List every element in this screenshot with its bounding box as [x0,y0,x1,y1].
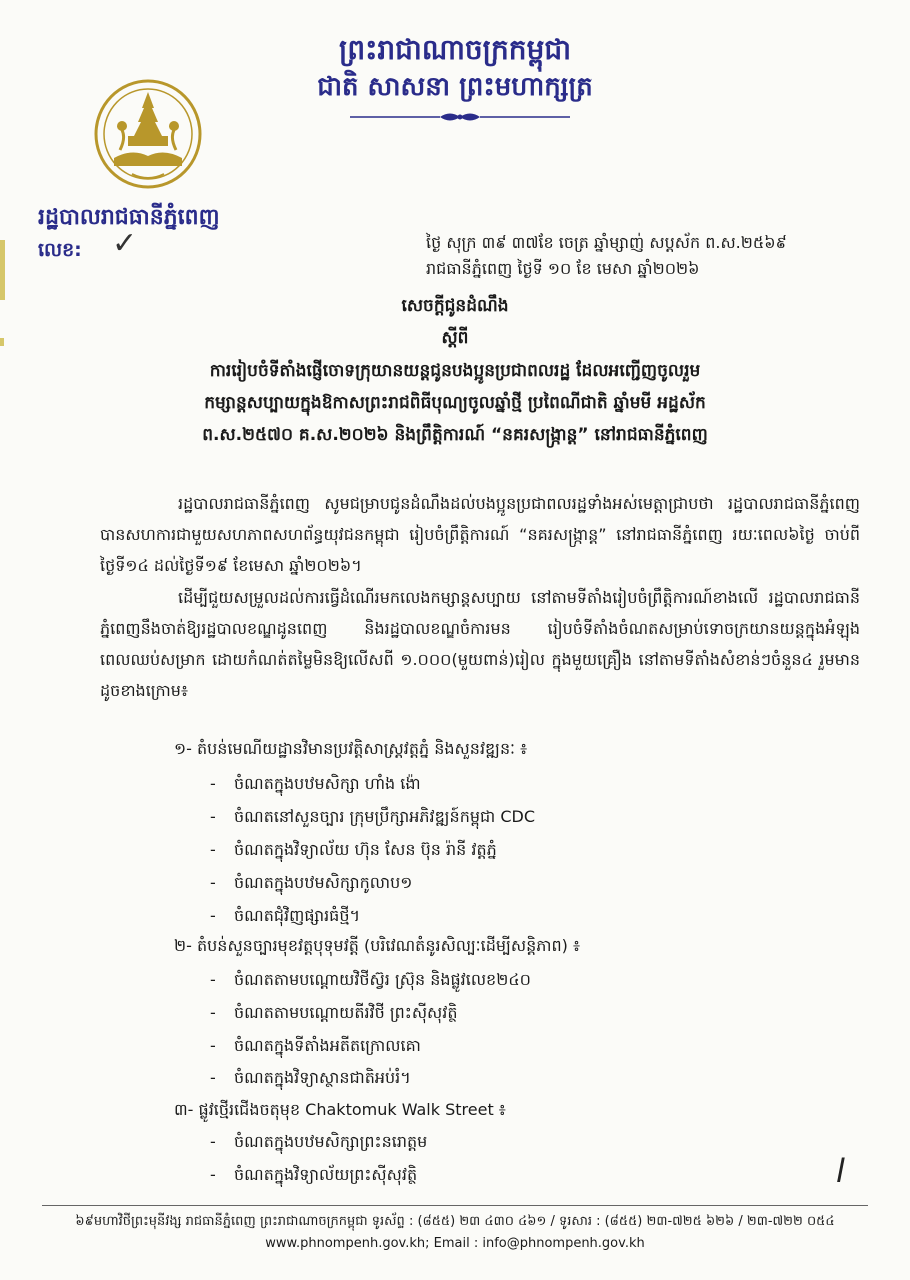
list-item-text: ចំណតក្នុងបឋមសិក្សា ហាំង ង៉ោ [234,774,421,793]
list-item-text: ចំណតក្នុងទីតាំងអតីតក្រោលគោ [234,1036,421,1055]
notice-subject-line-1: ការរៀបចំទីតាំងផ្ញើចោទក្រុយានយន្តជូនបងប្អូនប្រជាពលរដ្ឋ ដែលអញ្ជើញចូលរួម [209,361,701,381]
list-item: - ចំណតនៅសួនច្បារ ក្រុមប្រឹក្សាអភិវឌ្ឍន៍កម្ពុជា CDC [210,807,536,826]
issuing-authority: រដ្ឋបាលរាជធានីភ្នំពេញ [38,205,220,230]
list-item-text: ចំណតតាមបណ្តោយតីរវិថី ព្រះស៊ីសុវត្ថិ [234,1003,458,1022]
lunar-date-line: ថ្ងៃ សុក្រ ៣៩ ៣៧ខែ ចេត្រ ឆ្នាំម្សាញ់ សប្តស័ក ព.ស.២៥៦៩ [426,233,787,252]
scan-edge-mark [0,240,5,300]
kingdom-title: ព្រះរាជាណាចក្រកម្ពុជា [338,33,571,66]
notice-title: សេចក្តីជូនដំណឹង [401,296,509,316]
phnom-penh-seal-icon [92,78,204,196]
body-paragraph-2: ដើម្បីជួយសម្រួលដល់ការធ្វើដំណើរមកលេងកម្សាន្តសប្បាយ នៅតាមទីតាំងរៀបចំព្រឹត្តិការណ៍ខាងលើ រដ្ឋបាលរាជធានីភ្នំពេញនឹងចាត់ឱ្យរដ្ឋបាលខណ្ឌដូនពេញ និងរដ្ឋបាលខណ្ឌចំការមន រៀបចំទីតាំងចំណតសម្រាប់ទោចក្រយានយន្តក្នុងអំឡុងពេលឈប់សម្រាក ដោយកំណត់តម្លៃមិនឱ្យលើសពី ១.០០០(មួយពាន់)រៀល ក្នុងមួយគ្រឿង នៅតាមទីតាំងសំខាន់ៗចំនួន៤ រួមមានដូចខាងក្រោម៖ [100,588,860,700]
list-item: - ចំណតតាមបណ្តោយវិថីស៊្វរ ស្រ៊ុន និងផ្លូវលេខ២៤០ [210,970,531,989]
section-heading-3: ៣- ផ្លូវថ្មើរជើងចតុមុខ Chaktomuk Walk Street ៖ [174,1100,506,1119]
list-item: - ចំណតជុំវិញផ្សារធំថ្មី។ [210,906,361,925]
solar-date-line: រាជធានីភ្នំពេញ ថ្ងៃទី ១០ ខែ មេសា ឆ្នាំ២០២៦ [426,259,700,278]
list-item-text: ចំណតជុំវិញផ្សារធំថ្មី។ [234,906,361,925]
list-item: - ចំណតក្នុងបឋមសិក្សា ហាំង ង៉ោ [210,774,421,793]
list-item-text: ចំណតនៅសួនច្បារ ក្រុមប្រឹក្សាអភិវឌ្ឍន៍កម្ពុជា CDC [234,807,536,826]
notice-regarding: ស្តីពី [441,328,469,348]
reference-number-label: លេខ: [38,239,82,261]
section-heading-2: ២- តំបន់សួនច្បារមុខវត្តបុទុមវត្តី (បរិវេណតំនូរសិល្បៈដើម្បីសន្តិភាព) ៖ [174,936,580,955]
list-item: - ចំណតក្នុងវិទ្យាល័យព្រះស៊ីសុវត្ថិ [210,1165,418,1184]
list-item-text: ចំណតក្នុងវិទ្យាស្ថានជាតិអប់រំ។ [234,1068,411,1087]
list-item: - ចំណតតាមបណ្តោយតីរវិថី ព្រះស៊ីសុវត្ថិ [210,1003,458,1022]
handwritten-page-mark: l [836,1152,845,1190]
body-paragraph-1: រដ្ឋបាលរាជធានីភ្នំពេញ សូមជម្រាបជូនដំណឹងដល់បងប្អូនប្រជាពលរដ្ឋទាំងអស់មេត្តាជ្រាបថា រដ្ឋបាលរាជធានីភ្នំពេញបានសហការជាមួយសហភាពសហព័ន្ធយុវជនកម្ពុជា រៀបចំព្រឹត្តិការណ៍ “នគរសង្ក្រាន្ត” នៅរាជធានីភ្នំពេញ រយៈពេល៦ថ្ងៃ ចាប់ពីថ្ងៃទី១៤ ដល់ថ្ងៃទី១៩ ខែមេសា ឆ្នាំ២០២៦។ [100,494,861,575]
list-item-text: ចំណតតាមបណ្តោយវិថីស៊្វរ ស្រ៊ុន និងផ្លូវលេខ២៤០ [234,970,531,989]
national-motto: ជាតិ សាសនា ព្រះមហាក្សត្រ [317,72,593,102]
list-item: - ចំណតក្នុងវិទ្យាល័យ ហ៊ុន សែន ប៊ុន រ៉ានី វត្តភ្នំ [210,840,497,859]
list-item: - ចំណតក្នុងទីតាំងអតីតក្រោលគោ [210,1036,421,1055]
list-item-text: ចំណតក្នុងបឋមសិក្សាកូលាប១ [234,873,413,892]
footer-divider [42,1205,868,1206]
list-item-text: ចំណតក្នុងបឋមសិក្សាព្រះនរោត្តម [234,1132,428,1151]
list-item-text: ចំណតក្នុងវិទ្យាល័យព្រះស៊ីសុវត្ថិ [234,1165,418,1184]
notice-subject-line-2: កម្សាន្តសប្បាយក្នុងឱកាសព្រះរាជពិធីបុណ្យចូលឆ្នាំថ្មី ប្រពៃណីជាតិ ឆ្នាំមមី អដ្ឋស័ក [204,393,706,413]
notice-subject-line-3: ព.ស.២៥៧០ គ.ស.២០២៦ និងព្រឹត្តិការណ៍ “នគរសង្ក្រាន្ត” នៅរាជធានីភ្នំពេញ [202,425,708,445]
section-heading-1: ១- តំបន់មេណីយដ្ឋានវិមានប្រវត្តិសាស្ត្រវត្តភ្នំ និងសួនវឌ្ឍនៈ ៖ [174,739,528,758]
list-item: - ចំណតក្នុងបឋមសិក្សាព្រះនរោត្តម [210,1132,428,1151]
footer-address: ៦៩មហាវិថីព្រះមុនីវង្ស រាជធានីភ្នំពេញ ព្រះរាជាណាចក្រកម្ពុជា ទូរស័ព្ទ : (៨៥៥) ២៣ ៤៣០ ៤៦១ / ទូរសារ : (៨៥៥) ២៣-៧២៥ ៦២៦ / ២៣-៧២២ ០៥៤ [75,1214,835,1229]
footer-contact: www.phnompenh.gov.kh; Email : info@phnompenh.gov.kh [265,1236,645,1251]
handwritten-tick: ✓ [112,226,138,261]
list-item-text: ចំណតក្នុងវិទ្យាល័យ ហ៊ុន សែន ប៊ុន រ៉ានី វត្តភ្នំ [234,840,497,859]
list-item: - ចំណតក្នុងវិទ្យាស្ថានជាតិអប់រំ។ [210,1068,411,1087]
ornament-divider-icon [345,110,575,124]
list-item: - ចំណតក្នុងបឋមសិក្សាកូលាប១ [210,873,413,892]
